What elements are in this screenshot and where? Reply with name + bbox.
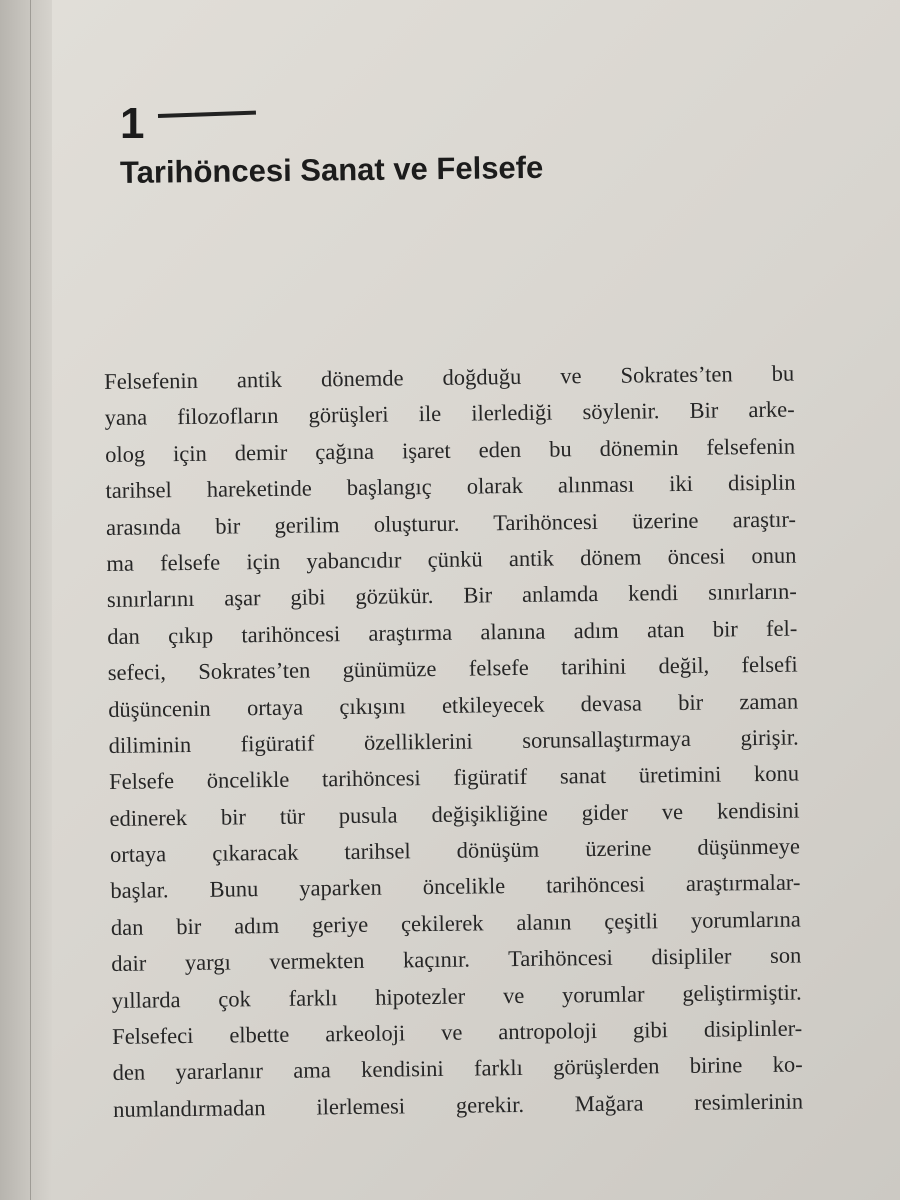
text-line: yıllarda çok farklı hipotezler ve yorumlar geliştirmiştir. (111, 979, 802, 1013)
text-line: ma felsefe için yabancıdır çünkü antik dönem öncesi onun (106, 542, 797, 576)
text-line: dan bir adım geriye çekilerek alanın çeşitli yorumlarına (110, 906, 801, 940)
text-line: dair yargı vermekten kaçınır. Tarihöncesi disipliler son (111, 942, 802, 977)
text-line: düşüncenin ortaya çıkışını etkileyecek devasa bir zaman (108, 688, 799, 722)
text-line: Felsefeci elbette arkeoloji ve antropoloji gibi disiplinler- (112, 1015, 803, 1049)
text-line: başlar. Bunu yaparken öncelikle tarihöncesi araştırmalar- (110, 870, 801, 904)
chapter-number: 1 (120, 99, 145, 148)
text-line: dan çıkıp tarihöncesi araştırma alanına adım atan bir fel- (107, 615, 798, 649)
text-line: diliminin figüratif özelliklerini sorunsallaştırmaya girişir. (108, 724, 799, 758)
gutter-edge (30, 0, 31, 1200)
text-line: olog için demir çağına işaret eden bu dönemin felsefenin (104, 433, 796, 467)
text-line: Felsefe öncelikle tarihöncesi figüratif sanat üretimini konu (108, 760, 800, 795)
chapter-rule (158, 111, 256, 118)
text-line: Felsefenin antik dönemde doğduğu ve Sokrates’ten bu (104, 360, 795, 394)
book-gutter (0, 0, 52, 1200)
text-line: ortaya çıkaracak tarihsel dönüşüm üzerine düşünmeye (109, 833, 801, 868)
chapter-title: Tarihöncesi Sanat ve Felsefe (119, 149, 544, 190)
text-line: sefeci, Sokrates’ten günümüze felsefe tarihini değil, felsefi (107, 651, 798, 686)
body-paragraph (104, 356, 803, 1129)
text-line: den yararlanır ama kendisini farklı görüşlerden birine ko- (112, 1051, 803, 1086)
text-line: arasında bir gerilim oluşturur. Tarihöncesi üzerine araştır- (105, 506, 797, 540)
text-line: sınırlarını aşar gibi gözükür. Bir anlamda kendi sınırların- (106, 578, 797, 613)
text-line: tarihsel hareketinde başlangıç olarak alınması iki disiplin (105, 469, 796, 504)
book-page (52, 0, 900, 1200)
text-line: numlandırmadan ilerlemesi gerekir. Mağara resimlerinin (112, 1088, 804, 1122)
text-line: edinerek bir tür pusula değişikliğine gider ve kendisini (109, 797, 800, 831)
text-line: yana filozofların görüşleri ile ilerlediği söylenir. Bir arke- (104, 396, 795, 431)
